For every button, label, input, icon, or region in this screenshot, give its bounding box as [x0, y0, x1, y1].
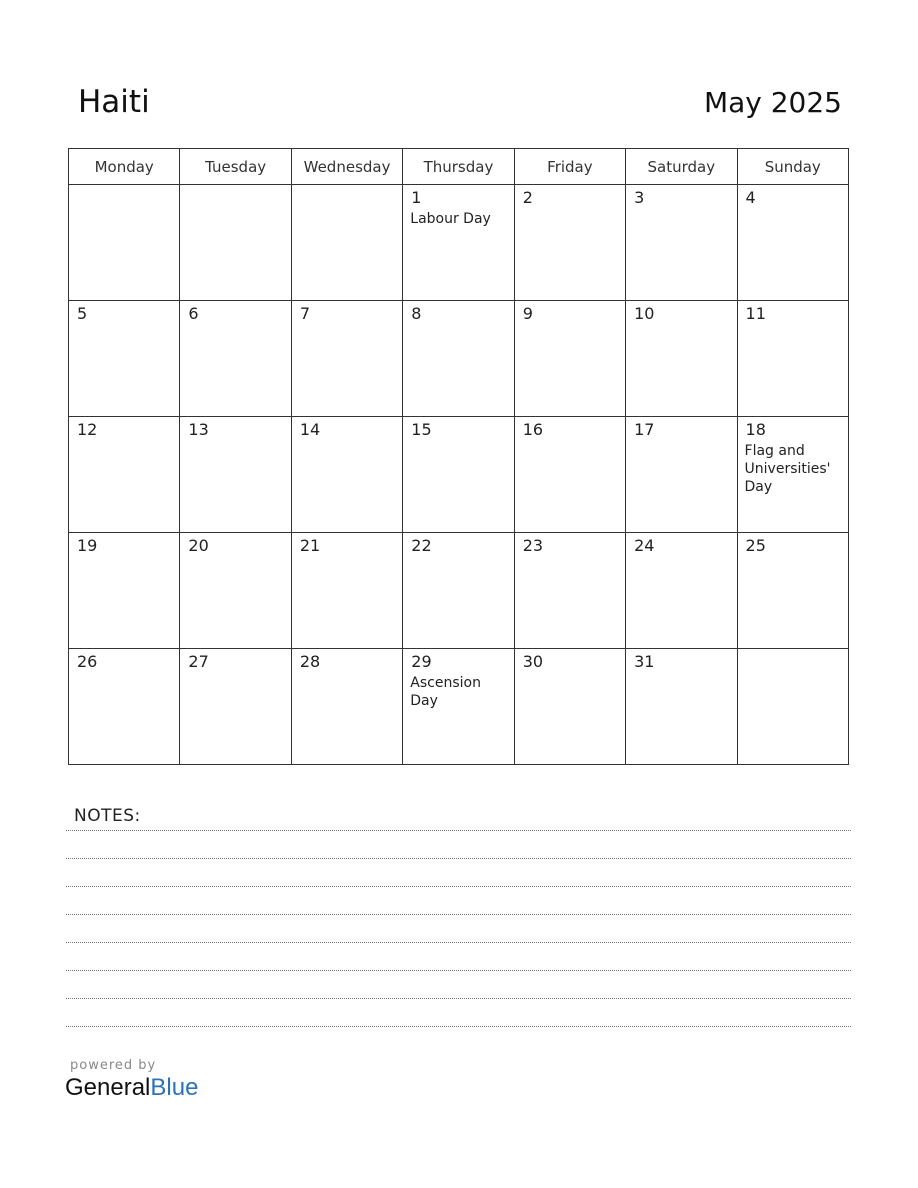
day-cell — [403, 185, 514, 301]
day-cell — [626, 185, 737, 301]
day-number: 1 — [411, 188, 422, 207]
day-number: 17 — [634, 420, 655, 439]
holiday-label: Ascension Day — [410, 675, 481, 709]
day-number: 8 — [411, 304, 422, 323]
day-number: 28 — [299, 652, 321, 671]
day-cell — [514, 533, 625, 649]
day-number: 30 — [522, 652, 544, 671]
day-cell — [626, 649, 737, 765]
day-number: 7 — [299, 304, 311, 323]
day-cell — [180, 533, 291, 649]
holiday-label: Labour Day — [410, 211, 491, 227]
notes-label: NOTES: — [74, 806, 141, 826]
note-line — [66, 858, 851, 859]
day-number: 25 — [745, 536, 766, 555]
day-number: 10 — [634, 304, 655, 323]
day-cell — [737, 533, 848, 649]
day-number: 27 — [188, 652, 209, 671]
page-title: Haiti — [78, 84, 150, 120]
day-number: 6 — [188, 304, 199, 323]
weekday-header: Tuesday — [180, 149, 291, 185]
day-cell — [514, 649, 625, 765]
brand-logo-blue: Blue — [150, 1074, 199, 1101]
day-number: 16 — [522, 420, 544, 439]
weekday-header: Friday — [514, 149, 625, 185]
day-number: 11 — [745, 304, 766, 323]
day-cell — [291, 417, 402, 533]
day-cell — [403, 301, 514, 417]
day-number: 22 — [411, 536, 432, 555]
day-cell — [737, 185, 848, 301]
week-row — [69, 417, 849, 533]
day-number: 13 — [188, 420, 209, 439]
calendar-grid — [68, 148, 849, 765]
day-number: 24 — [634, 536, 655, 555]
day-cell — [69, 301, 180, 417]
day-cell — [737, 301, 848, 417]
day-number: 18 — [745, 420, 766, 439]
week-row — [69, 649, 849, 765]
week-row — [69, 301, 849, 417]
day-number: 23 — [522, 536, 544, 555]
day-number: 14 — [299, 420, 321, 439]
weekday-header: Sunday — [737, 149, 848, 185]
weekday-header: Monday — [69, 149, 180, 185]
day-cell — [291, 185, 402, 301]
weekday-header: Wednesday — [291, 149, 402, 185]
day-number: 26 — [77, 652, 98, 671]
day-cell — [180, 649, 291, 765]
note-line — [66, 886, 851, 887]
day-number: 12 — [77, 420, 98, 439]
day-number: 20 — [188, 536, 209, 555]
day-cell — [514, 301, 625, 417]
weekday-header: Thursday — [403, 149, 514, 185]
day-cell — [403, 417, 514, 533]
day-number: 5 — [77, 304, 88, 323]
note-line — [66, 830, 851, 831]
day-number: 31 — [634, 652, 655, 671]
week-row — [69, 185, 849, 301]
day-cell — [180, 417, 291, 533]
day-cell — [69, 185, 180, 301]
note-line — [66, 970, 851, 971]
note-line — [66, 942, 851, 943]
day-cell — [69, 533, 180, 649]
holiday-label: Flag and Universities' Day — [744, 443, 831, 495]
note-line — [66, 1026, 851, 1027]
day-number: 19 — [77, 536, 98, 555]
weekday-header: Saturday — [626, 149, 737, 185]
day-number: 21 — [299, 536, 321, 555]
day-cell — [737, 649, 848, 765]
day-number: 29 — [411, 652, 432, 671]
day-cell — [626, 301, 737, 417]
day-cell — [291, 649, 402, 765]
brand-logo — [65, 1074, 198, 1102]
day-cell — [514, 185, 625, 301]
day-cell — [626, 417, 737, 533]
day-number: 15 — [411, 420, 432, 439]
day-cell — [514, 417, 625, 533]
day-cell — [69, 417, 180, 533]
note-line — [66, 998, 851, 999]
weekday-header-row — [69, 149, 849, 185]
day-cell — [291, 533, 402, 649]
week-row — [69, 533, 849, 649]
day-cell — [403, 533, 514, 649]
day-number: 2 — [522, 188, 533, 207]
day-number: 9 — [522, 304, 533, 323]
powered-by-text: powered by — [70, 1058, 157, 1073]
note-line — [66, 914, 851, 915]
month-year-title: May 2025 — [703, 86, 842, 119]
day-cell — [180, 185, 291, 301]
day-cell — [180, 301, 291, 417]
brand-logo-general: General — [65, 1074, 151, 1101]
day-cell — [626, 533, 737, 649]
day-number: 3 — [634, 188, 645, 207]
day-cell — [291, 301, 402, 417]
day-cell — [403, 649, 514, 765]
day-number: 4 — [745, 188, 756, 207]
day-cell — [737, 417, 848, 533]
day-cell — [69, 649, 180, 765]
